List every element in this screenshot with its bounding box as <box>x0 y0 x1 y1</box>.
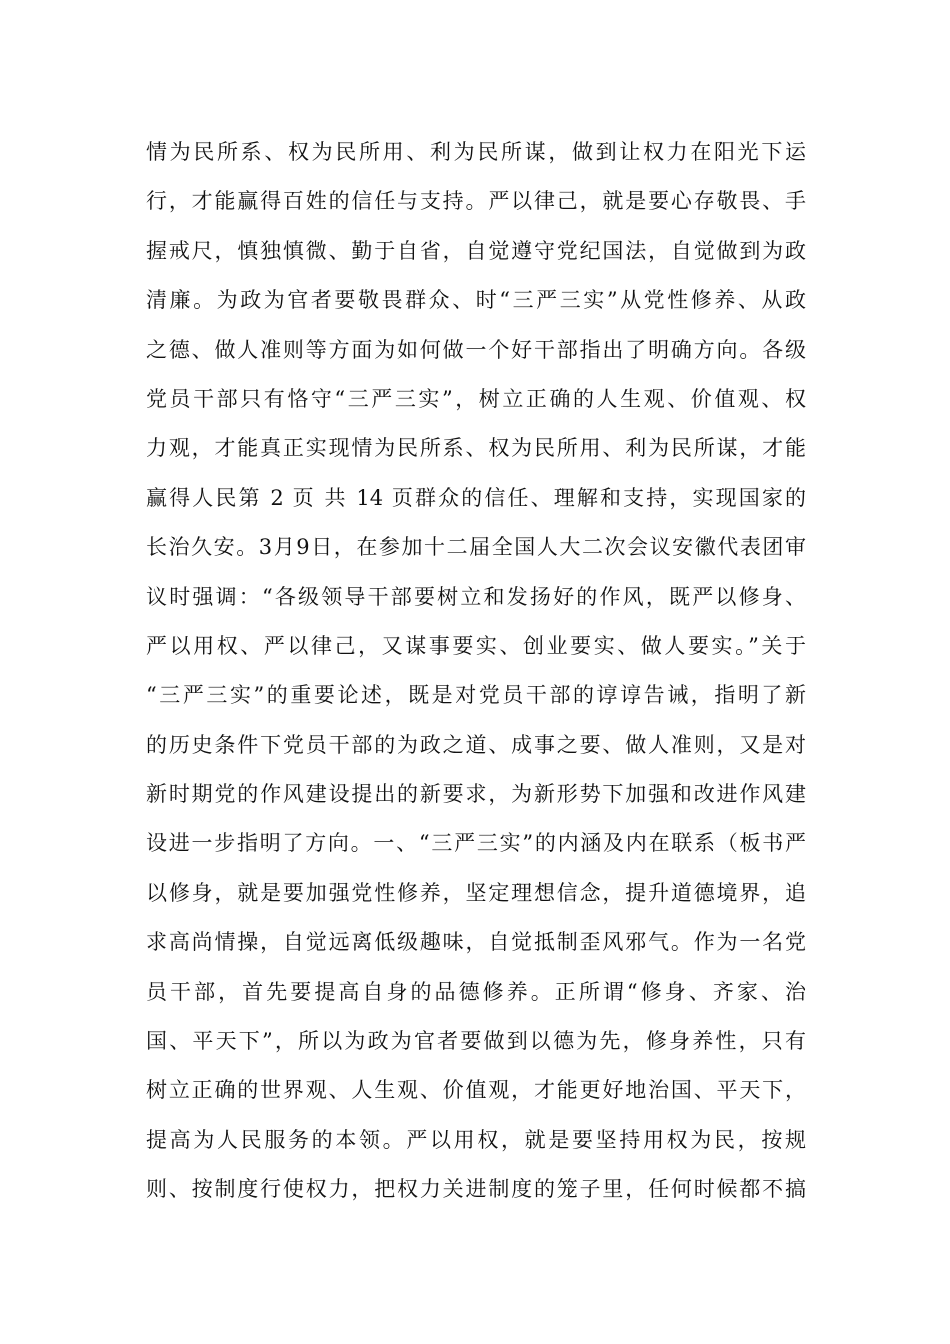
text-line: 行，才能赢得百姓的信任与支持。严以律己，就是要心存敬畏、手 <box>146 189 806 214</box>
text-line: 力观，才能真正实现情为民所系、权为民所用、利为民所谋，才能 <box>146 436 806 461</box>
text-line: 党员干部只有恪守“三严三实”，树立正确的人生观、价值观、权 <box>146 386 806 411</box>
text-line: 清廉。为政为官者要敬畏群众、时“三严三实”从党性修养、从政 <box>146 288 806 313</box>
text-line: 以修身，就是要加强党性修养，坚定理想信念，提升道德境界，追 <box>146 880 806 905</box>
body-text <box>146 128 806 1215</box>
text-line: 议时强调：“各级领导干部要树立和发扬好的作风，既严以修身、 <box>146 584 806 609</box>
text-line: 设进一步指明了方向。一、“三严三实”的内涵及内在联系（板书严 <box>146 831 806 856</box>
text-line: 之德、做人准则等方面为如何做一个好干部指出了明确方向。各级 <box>146 337 806 362</box>
text-line: 赢得人民第 2 页 共 14 页群众的信任、理解和支持，实现国家的 <box>146 485 806 510</box>
text-line: 情为民所系、权为民所用、利为民所谋，做到让权力在阳光下运 <box>146 140 806 164</box>
text-line: 严以用权、严以律己，又谋事要实、创业要实、做人要实。”关于 <box>146 633 806 658</box>
text-line: 树立正确的世界观、人生观、价值观，才能更好地治国、平天下， <box>146 1078 806 1103</box>
text-line: 的历史条件下党员干部的为政之道、成事之要、做人准则，又是对 <box>146 732 806 757</box>
text-line: 员干部，首先要提高自身的品德修养。正所谓“修身、齐家、治 <box>146 979 806 1004</box>
text-line: “三严三实”的重要论述，既是对党员干部的谆谆告诫，指明了新 <box>146 683 806 708</box>
text-line: 提高为人民服务的本领。严以用权，就是要坚持用权为民，按规 <box>146 1127 806 1152</box>
text-line: 国、平天下”，所以为政为官者要做到以德为先，修身养性，只有 <box>146 1029 806 1054</box>
text-line: 长治久安。3月9日，在参加十二届全国人大二次会议安徽代表团审 <box>146 535 806 560</box>
text-line: 求高尚情操，自觉远离低级趣味，自觉抵制歪风邪气。作为一名党 <box>146 930 806 955</box>
text-line: 则、按制度行使权力，把权力关进制度的笼子里，任何时候都不搞 <box>146 1177 806 1202</box>
text-line: 新时期党的作风建设提出的新要求，为新形势下加强和改进作风建 <box>146 782 806 807</box>
text-line: 握戒尺，慎独慎微、勤于自省，自觉遵守党纪国法，自觉做到为政 <box>146 238 806 263</box>
